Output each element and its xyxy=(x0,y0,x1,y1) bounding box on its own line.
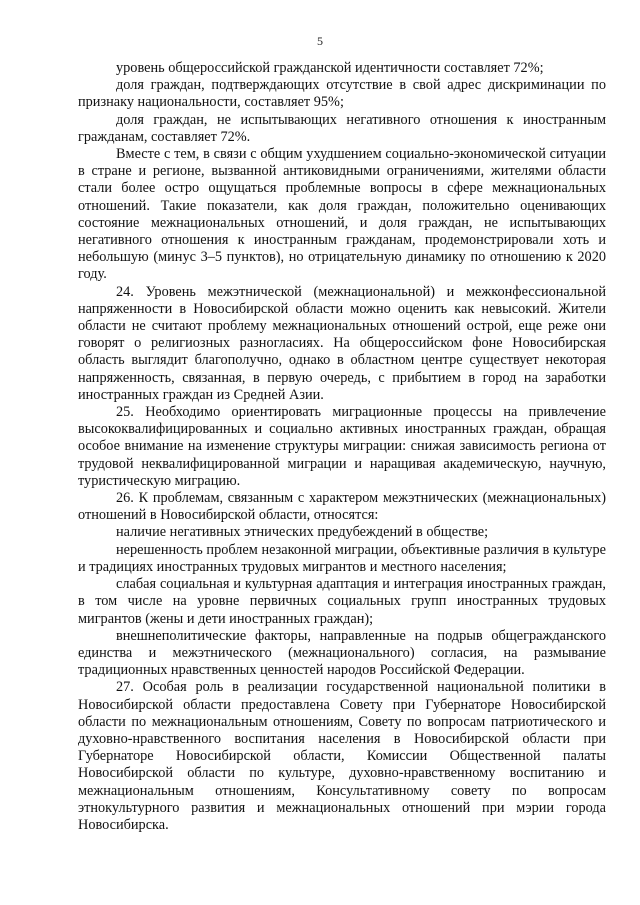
document-body xyxy=(78,60,606,834)
paragraph-negative-prejudices: наличие негативных этнических предубеждений в обществе; xyxy=(116,524,489,541)
paragraph-identity-level: уровень общероссийской гражданской идентичности составляет 72%; xyxy=(116,60,544,76)
paragraph-item-24: 24. Уровень межэтнической (межнациональной) и межконфессиональной напряженности в Новосибирской области можно оценить как невысокий. Жители области не считают проблему межнациональных отношений острой, еще реже они говорят о религиозных разногласиях. На общероссийском фоне Новосибирская область выглядит благополучно, однако в областном центре существует некоторая напряженность, связанная, в первую очередь, с прибытием в город на заработки иностранных граждан из Средней Азии. xyxy=(78,283,606,403)
paragraph-socioeconomic-situation: Вместе с тем, в связи с общим ухудшением социально-экономической ситуации в стране и регионе, вызванной антиковидными ограничениями, жителями области стали более остро ощущаться проблемные вопросы в сфере межнациональных отношений. Такие показатели, как доля граждан, положительно оценивающих состояние межнациональных отношений, и доля граждан, не испытывающих негативного отношения к иностранным гражданам, продемонстрировали хоть и небольшую (минус 3–5 пунктов), но отрицательную динамику по отношению к 2020 году. xyxy=(78,146,606,283)
page-number: 5 xyxy=(317,34,323,48)
paragraph-no-negative-attitude: доля граждан, не испытывающих негативного отношения к иностранным гражданам, составляет 72%. xyxy=(78,111,606,145)
paragraph-foreign-policy-factors: внешнеполитические факторы, направленные на подрыв общегражданского единства и межэтнического (межнационального) согласия, на размывание традиционных нравственных ценностей народов Российской Федерации. xyxy=(78,627,606,679)
paragraph-illegal-migration: нерешенность проблем незаконной миграции, объективные различия в культуре и традициях иностранных трудовых мигрантов и местного населения; xyxy=(78,541,606,575)
paragraph-item-26: 26. К проблемам, связанным с характером межэтнических (межнациональных) отношений в Новосибирской области, относятся: xyxy=(78,490,606,524)
paragraph-weak-adaptation: слабая социальная и культурная адаптация и интеграция иностранных граждан, в том числе на уровне первичных социальных групп иностранных трудовых мигрантов (жены и дети иностранных граждан); xyxy=(78,576,606,627)
paragraph-item-27: 27. Особая роль в реализации государственной национальной политики в Новосибирской области предоставлена Совету при Губернаторе Новосибирской области по межнациональным отношениям, Совету по вопросам патриотического и духовно-нравственного воспитания населения в Новосибирской области при Губернаторе Новосибирской области, Комиссии Общественной палаты Новосибирской области по культуре, духовно-нравственному воспитанию и межнациональным отношениям, Консультативному совету по вопросам этнокультурного развития и межнациональных отношений при мэрии города Новосибирска. xyxy=(78,679,606,833)
paragraph-item-25: 25. Необходимо ориентировать миграционные процессы на привлечение высококвалифицированных и социально активных иностранных граждан, обращая особое внимание на изменение структуры миграции: снижая зависимость региона от трудовой неквалифицированной миграции и наращивая академическую, научную, туристическую миграцию. xyxy=(78,404,606,489)
paragraph-no-discrimination: доля граждан, подтверждающих отсутствие в свой адрес дискриминации по признаку национальности, составляет 95%; xyxy=(78,77,606,111)
